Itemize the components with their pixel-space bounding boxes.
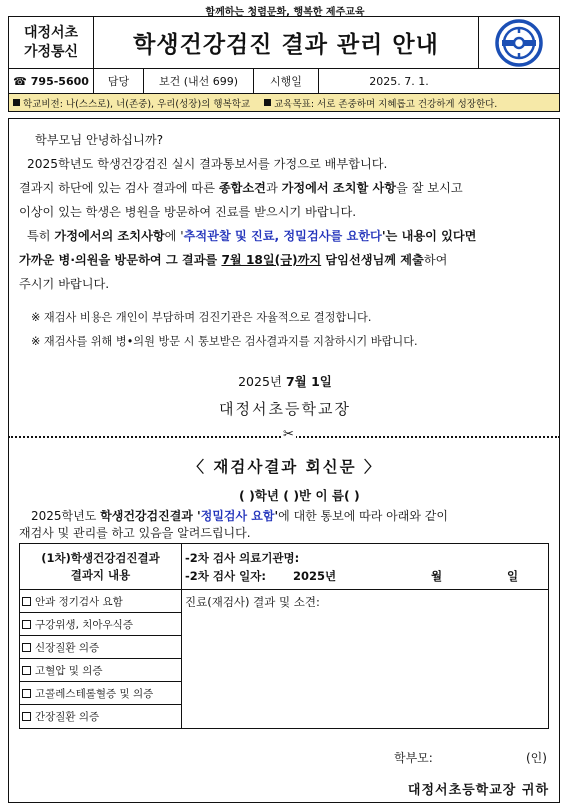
second-exam-institution[interactable]: -2차 검사 의료기관명: bbox=[185, 551, 300, 565]
manager-label: 담당 bbox=[94, 69, 144, 93]
result-item-0[interactable]: 안과 정기검사 요함 bbox=[20, 590, 181, 613]
letter-school-name: 대정서초등학교장 bbox=[219, 400, 351, 418]
letter-line-1: 2025학년도 학생건강검진 실시 결과통보서를 가정으로 배부합니다. bbox=[27, 157, 388, 171]
enforce-label: 시행일 bbox=[254, 69, 319, 93]
first-exam-column bbox=[20, 544, 182, 728]
result-item-4[interactable]: 고콜레스테롤혈증 및 의증 bbox=[20, 682, 181, 705]
letter-line-6: 주시기 바랍니다. bbox=[19, 277, 110, 291]
school-name-short: 대정서초 bbox=[23, 24, 79, 41]
school-notice-label bbox=[9, 17, 94, 68]
checkbox-icon[interactable] bbox=[22, 689, 31, 698]
slogan: 함께하는 청렴문화, 행복한 제주교육 bbox=[205, 7, 365, 18]
letter-body bbox=[8, 118, 560, 436]
vision-bar bbox=[8, 94, 560, 112]
reply-para-2: 재검사 및 관리를 하고 있음을 알려드립니다. bbox=[19, 526, 251, 540]
phone-icon: ☎ bbox=[13, 74, 27, 88]
education-goal: 교육목표: 서로 존중하며 지혜롭고 건강하게 성장한다. bbox=[274, 98, 498, 110]
letter-date: 2025년 7월 1일 bbox=[238, 374, 332, 389]
result-item-3[interactable]: 고혈압 및 의증 bbox=[20, 659, 181, 682]
letter-line-3: 이상이 있는 학생은 병원을 방문하여 진료를 받으시기 바랍니다. bbox=[19, 205, 357, 219]
letter-line-5: 가까운 병·의원을 방문하여 그 결과를 7월 18일(금)까지 담임선생님께 제출하여 bbox=[19, 253, 448, 267]
enforce-date: 2025. 7. 1. bbox=[369, 74, 429, 88]
result-item-1[interactable]: 구강위생, 치아우식증 bbox=[20, 613, 181, 636]
checkbox-icon[interactable] bbox=[22, 620, 31, 629]
scissors-icon: ✂ bbox=[283, 427, 294, 442]
reply-para-1: 2025학년도 학생건강검진결과 '정밀검사 요함'에 대한 통보에 따라 아래와 같이 bbox=[31, 509, 448, 523]
header-table bbox=[8, 16, 560, 94]
phone-cell bbox=[9, 69, 94, 93]
note-2: ※ 재검사를 위해 병•의원 방문 시 통보받은 검사결과지를 지참하시기 바랍니다. bbox=[31, 335, 418, 348]
note-1: ※ 재검사 비용은 개인이 부담하며 검진기관은 자율적으로 결정합니다. bbox=[31, 311, 372, 324]
first-exam-header: (1차)학생건강검진결과 결과지 내용 bbox=[20, 544, 181, 590]
notice-type: 가정통신 bbox=[23, 43, 79, 60]
student-info-line[interactable]: ( )학년 ( )반 이 름( ) bbox=[239, 488, 360, 503]
result-item-5[interactable]: 간장질환 의증 bbox=[20, 705, 181, 728]
square-bullet-icon bbox=[264, 99, 271, 106]
letter-line-2: 결과지 하단에 있는 검사 결과에 따른 종합소견과 가정에서 조치할 사항을 잘 보시고 bbox=[19, 181, 463, 195]
parent-label: 학부모: bbox=[394, 751, 433, 765]
second-exam-column bbox=[182, 544, 548, 728]
checkbox-icon[interactable] bbox=[22, 666, 31, 675]
square-bullet-icon bbox=[13, 99, 20, 106]
school-vision: 학교비전: 나(스스로), 너(존중), 우리(성장)의 행복학교 bbox=[23, 98, 251, 110]
principal-addressee: 대정서초등학교장 귀하 bbox=[407, 783, 549, 798]
second-exam-header[interactable] bbox=[182, 544, 548, 590]
jeju-education-emblem-icon bbox=[488, 18, 550, 68]
phone-number: 795-5600 bbox=[30, 74, 89, 88]
seal-label: (인) bbox=[526, 751, 547, 765]
recheck-table bbox=[19, 543, 549, 729]
checkbox-icon[interactable] bbox=[22, 643, 31, 652]
second-exam-date[interactable]: -2차 검사 일자: 2025년 월 일 bbox=[185, 569, 519, 583]
manager-dept: 보건 (내선 699) bbox=[144, 69, 254, 93]
reply-form bbox=[8, 437, 560, 803]
checkbox-icon[interactable] bbox=[22, 712, 31, 721]
letter-line-4: 특히 가정에서의 조치사항에 '추적관찰 및 진료, 정밀검사를 요한다'는 내용이 있다면 bbox=[27, 229, 477, 243]
page-title: 학생건강검진 결과 관리 안내 bbox=[94, 17, 479, 68]
school-logo bbox=[479, 17, 559, 68]
result-item-2[interactable]: 신장질환 의증 bbox=[20, 636, 181, 659]
reply-title: 〈 재검사결과 회신문 〉 bbox=[188, 458, 382, 476]
checkbox-icon[interactable] bbox=[22, 597, 31, 606]
recheck-result-field[interactable]: 진료(재검사) 결과 및 소견: bbox=[185, 595, 320, 609]
greeting: 학부모님 안녕하십니까? bbox=[35, 133, 164, 147]
